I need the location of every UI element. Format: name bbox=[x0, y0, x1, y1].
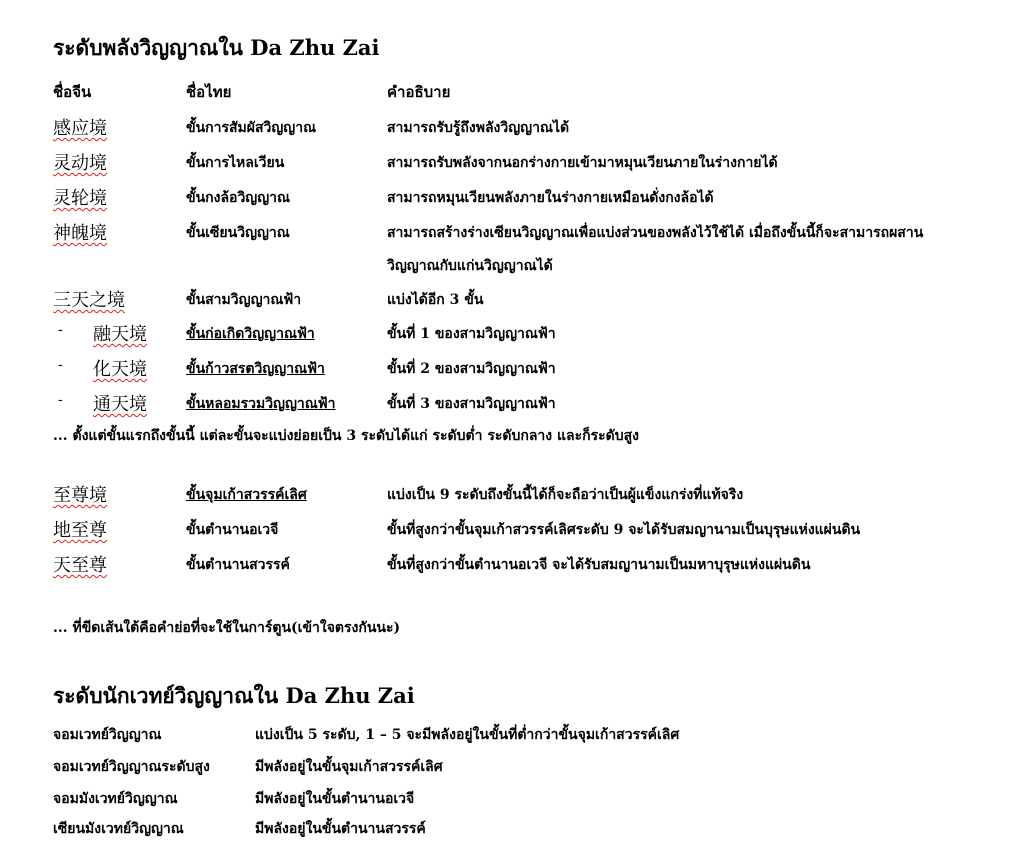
thai-name: ขั้นหลอมรวมวิญญาณฟ้า bbox=[186, 396, 336, 412]
description: แบ่งได้อีก 3 ขั้น bbox=[387, 292, 484, 308]
section2-title: ระดับนักเวทย์วิญญาณใน Da Zhu Zai bbox=[53, 683, 415, 708]
rank-name: จอมเวทย์วิญญาณระดับสูง bbox=[53, 759, 210, 775]
list-dash: - bbox=[58, 357, 63, 373]
thai-name: ขั้นตำนานสวรรค์ bbox=[186, 557, 290, 573]
chinese-name: 化天境 bbox=[93, 359, 147, 380]
table-row bbox=[0, 114, 1029, 146]
rank-description: แบ่งเป็น 5 ระดับ, 1 – 5 จะมีพลังอยู่ในขั้นที่ต่ำกว่าขั้นจุมเก้าสวรรค์เลิศ bbox=[255, 727, 680, 743]
description-continued: วิญญาณกับแก่นวิญญาณได้ bbox=[387, 258, 553, 274]
table-row bbox=[0, 149, 1029, 181]
sub-row bbox=[0, 390, 1029, 422]
description: สามารถสร้างร่างเซียนวิญญาณเพื่อแบ่งส่วนของพลังไว้ใช้ได้ เมื่อถึงขั้นนี้ก็จะสามารถผสาน bbox=[387, 225, 924, 241]
description: สามารถรับพลังจากนอกร่างกายเข้ามาหมุนเวียนภายในร่างกายได้ bbox=[387, 155, 778, 171]
table-row bbox=[0, 184, 1029, 216]
description: ขั้นที่ 3 ของสามวิญญาณฟ้า bbox=[387, 396, 556, 412]
header-chinese-name: ชื่อจีน bbox=[53, 83, 92, 101]
description: ขั้นที่ 1 ของสามวิญญาณฟ้า bbox=[387, 326, 556, 342]
description: ขั้นที่สูงกว่าขั้นจุมเก้าสวรรค์เลิศระดับ 9 จะได้รับสมญานามเป็นบุรุษแห่งแผ่นดิน bbox=[387, 522, 861, 538]
table-row bbox=[0, 724, 1029, 756]
rank-description: มีพลังอยู่ในขั้นจุมเก้าสวรรค์เลิศ bbox=[255, 759, 443, 775]
chinese-name: 灵动境 bbox=[53, 153, 107, 174]
description: แบ่งเป็น 9 ระดับถึงขั้นนี้ได้ก็จะถือว่าเป็นผู้แข็งแกร่งที่แท้จริง bbox=[387, 487, 744, 503]
table-row bbox=[0, 756, 1029, 788]
header-description: คำอธิบาย bbox=[387, 83, 451, 101]
rank-name: จอมเวทย์วิญญาณ bbox=[53, 727, 162, 743]
chinese-name: 融天境 bbox=[93, 324, 147, 345]
chinese-name: 三天之境 bbox=[53, 290, 125, 311]
sub-row bbox=[0, 355, 1029, 387]
chinese-name: 天至尊 bbox=[53, 555, 107, 576]
thai-name: ขั้นการสัมผัสวิญญาณ bbox=[186, 120, 317, 136]
table-header bbox=[0, 80, 1029, 112]
table-row bbox=[0, 551, 1029, 583]
chinese-name: 通天境 bbox=[93, 394, 147, 415]
rank-name: เซียนมังเวทย์วิญญาณ bbox=[53, 821, 184, 837]
rank-description: มีพลังอยู่ในขั้นตำนานอเวจี bbox=[255, 791, 415, 807]
rank-description: มีพลังอยู่ในขั้นตำนานสวรรค์ bbox=[255, 821, 426, 837]
chinese-name: 神魄境 bbox=[53, 223, 107, 244]
table-row bbox=[0, 818, 1029, 850]
rank-name: จอมมังเวทย์วิญญาณ bbox=[53, 791, 178, 807]
table-row bbox=[0, 481, 1029, 513]
thai-name: ขั้นตำนานอเวจี bbox=[186, 522, 279, 538]
description: ขั้นที่สูงกว่าขั้นตำนานอเวจี จะได้รับสมญานามเป็นมหาบุรุษแห่งแผ่นดิน bbox=[387, 557, 811, 573]
list-dash: - bbox=[58, 322, 63, 338]
chinese-name: 至尊境 bbox=[53, 485, 107, 506]
thai-name: ขั้นสามวิญญาณฟ้า bbox=[186, 292, 302, 308]
note-underline: ... ที่ขีดเส้นใต้คือคำย่อที่จะใช้ในการ์ตูน(เข้าใจตรงกันนะ) bbox=[53, 620, 401, 636]
description: ขั้นที่ 2 ของสามวิญญาณฟ้า bbox=[387, 361, 556, 377]
chinese-name: 灵轮境 bbox=[53, 188, 107, 209]
description: สามารถหมุนเวียนพลังภายในร่างกายเหมือนดั่งกงล้อได้ bbox=[387, 190, 714, 206]
table-row bbox=[0, 516, 1029, 548]
chinese-name: 感应境 bbox=[53, 118, 107, 139]
thai-name: ขั้นการไหลเวียน bbox=[186, 155, 285, 171]
note-levels: ... ตั้งแต่ขั้นแรกถึงขั้นนี้ แต่ละขั้นจะแบ่งย่อยเป็น 3 ระดับได้แก่ ระดับต่ำ ระดับกลาง และก็ระดับสูง bbox=[53, 428, 639, 444]
table-row bbox=[0, 219, 1029, 251]
header-thai-name: ชื่อไทย bbox=[186, 83, 232, 101]
chinese-name: 地至尊 bbox=[53, 520, 107, 541]
thai-name: ขั้นก่อเกิดวิญญาณฟ้า bbox=[186, 326, 315, 342]
sub-row bbox=[0, 320, 1029, 352]
list-dash: - bbox=[58, 392, 63, 408]
table-row bbox=[0, 788, 1029, 820]
thai-name: ขั้นจุมเก้าสวรรค์เลิศ bbox=[186, 487, 307, 503]
description: สามารถรับรู้ถึงพลังวิญญาณได้ bbox=[387, 120, 570, 136]
table-row-continuation bbox=[0, 252, 1029, 284]
thai-name: ขั้นก้าวสรตวิญญาณฟ้า bbox=[186, 361, 325, 377]
section1-title: ระดับพลังวิญญาณใน Da Zhu Zai bbox=[53, 35, 380, 60]
thai-name: ขั้นเซียนวิญญาณ bbox=[186, 225, 290, 241]
table-row bbox=[0, 286, 1029, 318]
thai-name: ขั้นกงล้อวิญญาณ bbox=[186, 190, 291, 206]
